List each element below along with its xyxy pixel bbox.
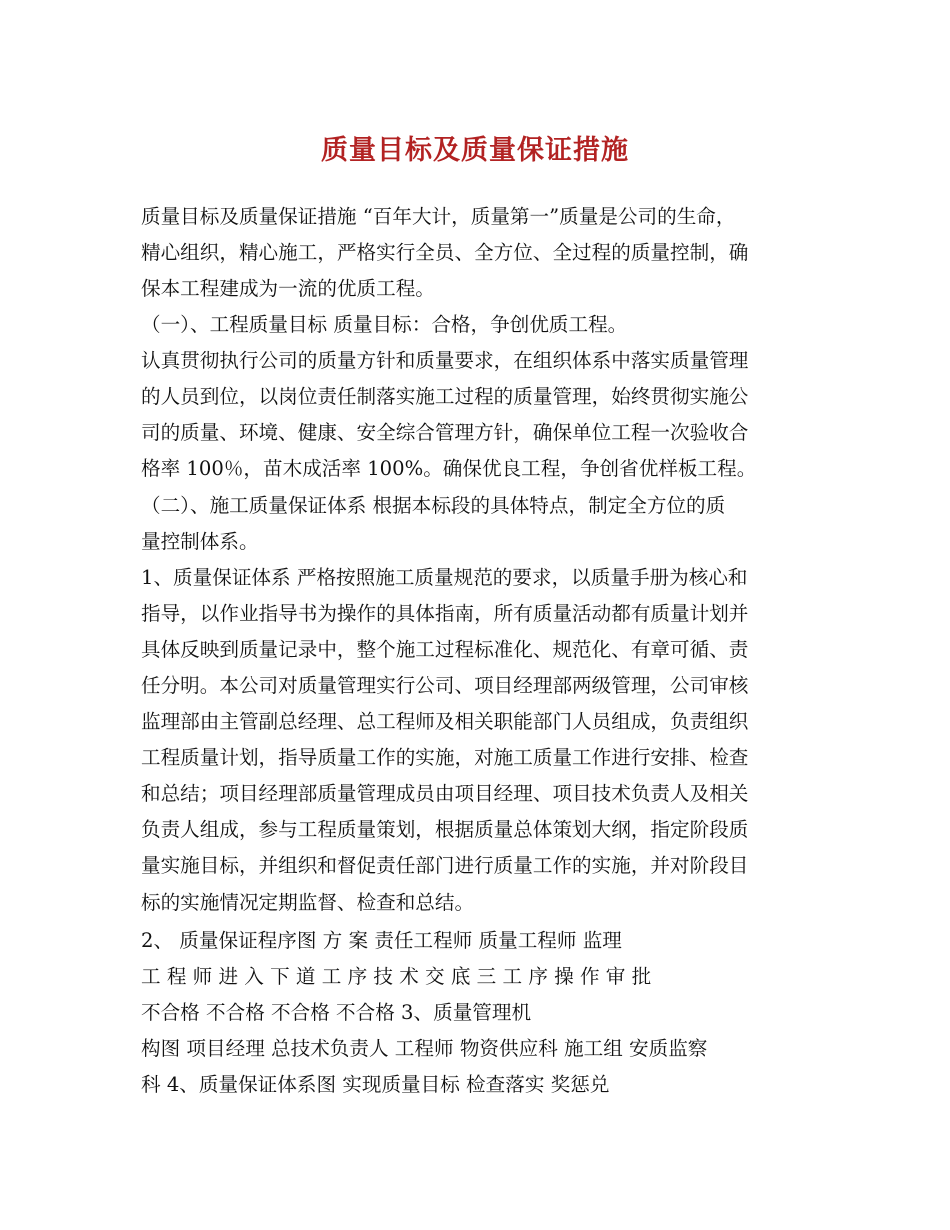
- body-line: 量实施目标，并组织和督促责任部门进行质量工作的实施，并对阶段目: [141, 854, 749, 877]
- body-line: 监理部由主管副总经理、总工程师及相关职能部门人员组成，负责组织: [141, 710, 749, 733]
- body-line: 标的实施情况定期监督、检查和总结。: [141, 891, 475, 914]
- body-line: 负责人组成，参与工程质量策划，根据质量总体策划大纲，指定阶段质: [141, 818, 749, 841]
- body-line: 工 程 师 进 入 下 道 工 序 技 术 交 底 三 工 序 操 作 审 批: [141, 965, 652, 988]
- body-line: 量控制体系。: [141, 530, 259, 553]
- body-line: 认真贯彻执行公司的质量方针和质量要求，在组织体系中落实质量管理: [141, 349, 749, 372]
- body-line: 指导，以作业指导书为操作的具体指南，所有质量活动都有质量计划并: [141, 602, 749, 625]
- body-line: 工程质量计划，指导质量工作的实施，对施工质量工作进行安排、检查: [141, 746, 749, 769]
- body-line: 保本工程建成为一流的优质工程。: [141, 277, 435, 300]
- body-line: 具体反映到质量记录中，整个施工过程标准化、规范化、有章可循、责: [141, 638, 749, 661]
- body-line: 任分明。本公司对质量管理实行公司、项目经理部两级管理，公司审核: [141, 674, 749, 697]
- body-line: 格率 100％，苗木成活率 100%。确保优良工程，争创省优样板工程。: [141, 457, 757, 480]
- body-line: 质量目标及质量保证措施 “百年大计，质量第一”质量是公司的生命，: [141, 205, 736, 228]
- body-line: 2、 质量保证程序图 方 案 责任工程师 质量工程师 监理: [141, 929, 622, 952]
- body-line: 精心组织，精心施工，严格实行全员、全方位、全过程的质量控制，确: [141, 241, 749, 264]
- body-line: 1、质量保证体系 严格按照施工质量规范的要求，以质量手册为核心和: [141, 566, 748, 589]
- body-line: （二）、施工质量保证体系 根据本标段的具体特点，制定全方位的质: [141, 494, 726, 517]
- document-title: 质量目标及质量保证措施: [321, 135, 629, 166]
- body-line: 司的质量、环境、健康、安全综合管理方针，确保单位工程一次验收合: [141, 421, 749, 444]
- body-line: 科 4、质量保证体系图 实现质量目标 检查落实 奖惩兑: [141, 1073, 610, 1096]
- body-line: 和总结；项目经理部质量管理成员由项目经理、项目技术负责人及相关: [141, 782, 749, 805]
- body-line: （一）、工程质量目标 质量目标：合格，争创优质工程。: [141, 313, 628, 336]
- body-line: 的人员到位，以岗位责任制落实施工过程的质量管理，始终贯彻实施公: [141, 385, 749, 408]
- body-line: 不合格 不合格 不合格 不合格 3、质量管理机: [141, 1001, 532, 1024]
- body-line: 构图 项目经理 总技术负责人 工程师 物资供应科 施工组 安质监察: [141, 1037, 708, 1060]
